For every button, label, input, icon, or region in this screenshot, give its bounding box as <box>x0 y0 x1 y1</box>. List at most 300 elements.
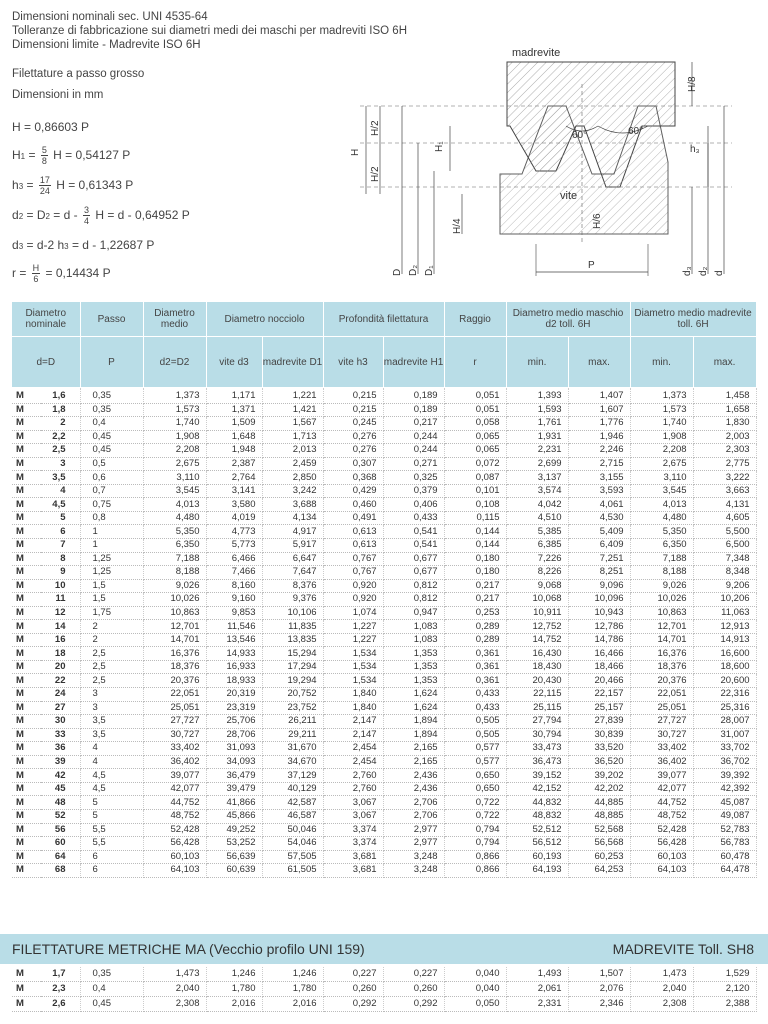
table-cell: 34,093 <box>206 755 262 769</box>
table-row <box>12 593 756 607</box>
table-cell: 11,835 <box>262 620 323 634</box>
formula-d2-a: d <box>12 208 19 222</box>
table-cell: 64,478 <box>693 864 756 878</box>
table-cell: 1,607 <box>568 403 630 417</box>
table-cell: 2,775 <box>693 457 756 471</box>
table-cell: 0,45 <box>80 997 143 1012</box>
table-cell: 56,639 <box>206 850 262 864</box>
table-cell: 0,108 <box>444 498 506 512</box>
table-cell: 10,096 <box>568 593 630 607</box>
table-cell: 0,45 <box>80 430 143 444</box>
table-cell: 2 <box>80 633 143 647</box>
table-cell: 0,45 <box>80 444 143 458</box>
table-cell: 0,289 <box>444 620 506 634</box>
table-cell: 2,040 <box>630 982 693 997</box>
table-row <box>12 809 756 823</box>
table-cell: 2,436 <box>383 769 444 783</box>
diagram-label-madrevite: madrevite <box>512 47 561 59</box>
table-cell: 14,701 <box>143 633 206 647</box>
table-cell: 39 <box>41 755 80 769</box>
table-cell: 2,387 <box>206 457 262 471</box>
table-cell: 22,316 <box>693 688 756 702</box>
table-cell: M <box>12 606 41 620</box>
table-cell: 1,373 <box>630 388 693 404</box>
table-cell: 50,046 <box>262 823 323 837</box>
table-cell: 1,5 <box>80 593 143 607</box>
table-cell: 2,760 <box>323 769 383 783</box>
table-cell: 42,152 <box>506 782 568 796</box>
table-cell: 15,294 <box>262 647 323 661</box>
table-cell: 3,593 <box>568 484 630 498</box>
table-cell: 1,25 <box>80 552 143 566</box>
table-cell: 3,248 <box>383 850 444 864</box>
formula-h: H = 0,86603 P <box>12 120 90 134</box>
table-cell: 4,5 <box>80 782 143 796</box>
table-cell: 0,227 <box>383 967 444 982</box>
col-dd: d=D <box>12 337 80 388</box>
table-cell: 0,920 <box>323 593 383 607</box>
table-cell: 0,217 <box>444 579 506 593</box>
formula-h1: H1 = $\frac{5}{8}$ H = 0,54127 P <box>12 145 131 167</box>
table-cell: 60 <box>41 837 80 851</box>
table-cell: 2,061 <box>506 982 568 997</box>
table-cell: M <box>12 728 41 742</box>
frac-num: 3 <box>83 205 89 216</box>
table-cell: 57,505 <box>262 850 323 864</box>
table-cell: 52,428 <box>143 823 206 837</box>
table-cell: 31,093 <box>206 742 262 756</box>
formula-h3-rhs: H = 0,61343 P <box>56 178 134 192</box>
table-cell: 1,373 <box>143 388 206 404</box>
table-cell: 1,830 <box>693 417 756 431</box>
table-cell: 0,35 <box>80 403 143 417</box>
table-cell: 30,727 <box>630 728 693 742</box>
table-cell: 4,042 <box>506 498 568 512</box>
table-cell: 1,6 <box>41 388 80 404</box>
table-cell: 0,144 <box>444 525 506 539</box>
table-cell: 4 <box>41 484 80 498</box>
table-cell: 56,428 <box>630 837 693 851</box>
table-cell: 64,193 <box>506 864 568 878</box>
table-cell: 52,783 <box>693 823 756 837</box>
table-cell: 25,316 <box>693 701 756 715</box>
col-group-diametro-nominale: Diametro nominale <box>12 302 80 337</box>
table-cell: 10 <box>41 579 80 593</box>
col-group-diametro-medio: Diametro medio <box>143 302 206 337</box>
table-cell: 0,577 <box>444 742 506 756</box>
table-cell: 1,624 <box>383 688 444 702</box>
table-cell: 14 <box>41 620 80 634</box>
table-cell: 2,454 <box>323 742 383 756</box>
diagram-label-h4: H/4 <box>452 218 463 234</box>
col-madrevite-d1: madrevite D1 <box>262 337 323 388</box>
table-cell: 27,794 <box>506 715 568 729</box>
table-cell: 2,040 <box>143 982 206 997</box>
table-cell: 0,613 <box>323 539 383 553</box>
table-cell: 34,670 <box>262 755 323 769</box>
table-cell: M <box>12 850 41 864</box>
table-row <box>12 997 756 1012</box>
table-cell: 25,115 <box>506 701 568 715</box>
table-cell: 12 <box>41 606 80 620</box>
formula-h1-rhs: H = 0,54127 P <box>53 148 131 162</box>
table-cell: 7,188 <box>630 552 693 566</box>
formula-d3-s2: 3 <box>64 242 69 251</box>
table-cell: 9,068 <box>506 579 568 593</box>
table-cell: M <box>12 511 41 525</box>
formula-d2-s1: 2 <box>18 212 24 221</box>
table-cell: 0,260 <box>323 982 383 997</box>
table-cell: 18,430 <box>506 660 568 674</box>
table-cell: 60,253 <box>568 850 630 864</box>
table-row <box>12 850 756 864</box>
table-cell: 0,75 <box>80 498 143 512</box>
header-line-1: Dimensioni nominali sec. UNI 4535-64 <box>12 11 208 23</box>
table-row <box>12 742 756 756</box>
table-cell: 8,348 <box>693 566 756 580</box>
table-cell: 0,650 <box>444 769 506 783</box>
table-cell: 18 <box>41 647 80 661</box>
table-cell: 33,473 <box>506 742 568 756</box>
table-cell: 0,767 <box>323 552 383 566</box>
table-cell: 0,812 <box>383 593 444 607</box>
table-cell: M <box>12 430 41 444</box>
table-cell: 0,307 <box>323 457 383 471</box>
table-cell: 30,794 <box>506 728 568 742</box>
table-cell: 2 <box>80 620 143 634</box>
table-cell: 3,681 <box>323 864 383 878</box>
table-cell: 4 <box>80 742 143 756</box>
table-cell: 31,670 <box>262 742 323 756</box>
table-cell: 2,764 <box>206 471 262 485</box>
table-cell: 33 <box>41 728 80 742</box>
formula-d3-a: d <box>12 238 19 252</box>
table-cell: 1,534 <box>323 674 383 688</box>
table-cell: 12,701 <box>630 620 693 634</box>
table-cell: 39,077 <box>143 769 206 783</box>
table-row <box>12 967 756 982</box>
table-cell: 1,780 <box>262 982 323 997</box>
table-cell: 4,773 <box>206 525 262 539</box>
table-cell: 7,188 <box>143 552 206 566</box>
table-cell: 33,402 <box>630 742 693 756</box>
table-cell: 1,074 <box>323 606 383 620</box>
table-row <box>12 444 756 458</box>
table-cell: 2,016 <box>206 997 262 1012</box>
table-cell: 16,430 <box>506 647 568 661</box>
table-cell: 0,6 <box>80 471 143 485</box>
table-cell: 7,226 <box>506 552 568 566</box>
table-cell: 3,248 <box>383 864 444 878</box>
diagram-label-angle2: 60° <box>628 126 644 137</box>
table-cell: 9,026 <box>143 579 206 593</box>
table-cell: 22,051 <box>630 688 693 702</box>
formula-d2-b: = D <box>23 208 46 222</box>
table-cell: 1,25 <box>80 566 143 580</box>
table-cell: 26,211 <box>262 715 323 729</box>
table-row <box>12 539 756 553</box>
table-cell: 2,675 <box>630 457 693 471</box>
table-cell: 44,752 <box>143 796 206 810</box>
table-row <box>12 552 756 566</box>
table-cell: 0,5 <box>80 457 143 471</box>
table-cell: 4,019 <box>206 511 262 525</box>
ma-table-body <box>12 967 756 1012</box>
table-cell: M <box>12 539 41 553</box>
table-cell: 1,227 <box>323 633 383 647</box>
table-cell: 1,507 <box>568 967 630 982</box>
table-cell: 0,433 <box>444 688 506 702</box>
table-row <box>12 660 756 674</box>
table-cell: 60,103 <box>143 850 206 864</box>
table-cell: 1,421 <box>262 403 323 417</box>
table-cell: 2,5 <box>41 444 80 458</box>
ma-thread-table <box>12 967 757 1012</box>
table-cell: 49,087 <box>693 809 756 823</box>
table-cell: 18,376 <box>143 660 206 674</box>
formula-h1-fraction <box>41 145 48 166</box>
table-cell: 0,577 <box>444 755 506 769</box>
table-cell: 0,040 <box>444 982 506 997</box>
table-cell: 48,832 <box>506 809 568 823</box>
table-cell: 16 <box>41 633 80 647</box>
table-cell: 14,933 <box>206 647 262 661</box>
table-cell: 0,065 <box>444 444 506 458</box>
header-line-2: Tolleranze di fabbricazione sui diametri medi dei maschi per madreviti ISO 6H <box>12 25 408 37</box>
table-cell: 1,776 <box>568 417 630 431</box>
table-cell: 0,429 <box>323 484 383 498</box>
table-cell: 56,512 <box>506 837 568 851</box>
table-cell: 0,180 <box>444 566 506 580</box>
table-cell: 7,466 <box>206 566 262 580</box>
table-cell: 42,202 <box>568 782 630 796</box>
table-cell: 5,385 <box>506 525 568 539</box>
table-cell: M <box>12 796 41 810</box>
table-cell: 37,129 <box>262 769 323 783</box>
table-cell: 3,580 <box>206 498 262 512</box>
table-cell: 4,480 <box>630 511 693 525</box>
table-cell: 1,458 <box>693 388 756 404</box>
table-cell: M <box>12 660 41 674</box>
col-d2: d2=D2 <box>143 337 206 388</box>
table-cell: 56,783 <box>693 837 756 851</box>
table-cell: 20,376 <box>630 674 693 688</box>
table-cell: 0,260 <box>383 982 444 997</box>
table-cell: 0,379 <box>383 484 444 498</box>
table-cell: 3 <box>80 701 143 715</box>
table-cell: 18,933 <box>206 674 262 688</box>
table-cell: 0,292 <box>323 997 383 1012</box>
formula-d2-rhs: H = d - 0,64952 P <box>95 208 190 222</box>
table-cell: 10,026 <box>630 593 693 607</box>
table-cell: 0,505 <box>444 728 506 742</box>
table-cell: 1,473 <box>143 967 206 982</box>
table-cell: 2,5 <box>80 674 143 688</box>
thread-dimensions-table <box>12 302 757 878</box>
table-cell: M <box>12 982 41 997</box>
table-cell: 4,605 <box>693 511 756 525</box>
table-cell: M <box>12 701 41 715</box>
col-group-madrevite: Diametro medio madrevite toll. 6H <box>630 302 756 337</box>
table-cell: 16,600 <box>693 647 756 661</box>
table-cell: 9,160 <box>206 593 262 607</box>
table-cell: 20,376 <box>143 674 206 688</box>
table-cell: 44,832 <box>506 796 568 810</box>
table-cell: 8,226 <box>506 566 568 580</box>
table-cell: 0,4 <box>80 982 143 997</box>
table-cell: 2,5 <box>80 647 143 661</box>
table-cell: 48,885 <box>568 809 630 823</box>
table-cell: 18,600 <box>693 660 756 674</box>
table-cell: 25,051 <box>143 701 206 715</box>
table-cell: 6,385 <box>506 539 568 553</box>
table-row <box>12 417 756 431</box>
table-cell: 0,101 <box>444 484 506 498</box>
diagram-label-vite: vite <box>560 190 578 202</box>
table-cell: 40,129 <box>262 782 323 796</box>
diagram-label-d2: d₂ <box>698 266 709 276</box>
table-cell: 28,007 <box>693 715 756 729</box>
table-cell: 60,193 <box>506 850 568 864</box>
frac-num: 5 <box>41 145 47 156</box>
table-cell: 0,215 <box>323 403 383 417</box>
table-cell: 1,894 <box>383 728 444 742</box>
table-cell: M <box>12 403 41 417</box>
frac-den: 24 <box>39 186 50 197</box>
table-cell: M <box>12 444 41 458</box>
table-cell: 52,512 <box>506 823 568 837</box>
table-cell: 0,794 <box>444 837 506 851</box>
table-cell: 2,147 <box>323 728 383 742</box>
header-line-3: Dimensioni limite - Madrevite ISO 6H <box>12 39 201 51</box>
table-cell: 6 <box>80 850 143 864</box>
formula-h3-lhs: h <box>12 178 19 192</box>
table-cell: 3,374 <box>323 837 383 851</box>
table-cell: 3,137 <box>506 471 568 485</box>
table-cell: 9,096 <box>568 579 630 593</box>
table-cell: 7 <box>41 539 80 553</box>
table-cell: 10,863 <box>630 606 693 620</box>
table-cell: 16,466 <box>568 647 630 661</box>
table-cell: 16,376 <box>630 647 693 661</box>
table-cell: 1,624 <box>383 701 444 715</box>
table-cell: 64,253 <box>568 864 630 878</box>
col-group-diametro-nocciolo: Diametro nocciolo <box>206 302 323 337</box>
col-maschio-min: min. <box>506 337 568 388</box>
table-cell: M <box>12 457 41 471</box>
diagram-label-h1: H₁ <box>434 141 445 152</box>
table-cell: 0,541 <box>383 525 444 539</box>
table-cell: 39,392 <box>693 769 756 783</box>
table-cell: M <box>12 498 41 512</box>
table-cell: 4,061 <box>568 498 630 512</box>
table-cell: 3,545 <box>630 484 693 498</box>
table-cell: M <box>12 864 41 878</box>
table-cell: 0,505 <box>444 715 506 729</box>
table-cell: 4,013 <box>143 498 206 512</box>
table-cell: 1,7 <box>41 967 80 982</box>
table-cell: 5,350 <box>143 525 206 539</box>
ma-section-title: FILETTATURE METRICHE MA (Vecchio profilo UNI 159) <box>12 941 365 957</box>
table-cell: 1,567 <box>262 417 323 431</box>
table-cell: 4 <box>80 755 143 769</box>
subtitle-passo-grosso: Filettature a passo grosso <box>12 68 145 80</box>
table-cell: 1 <box>80 525 143 539</box>
table-cell: 8,160 <box>206 579 262 593</box>
table-cell: 1,713 <box>262 430 323 444</box>
table-cell: 2 <box>41 417 80 431</box>
table-cell: 1,840 <box>323 701 383 715</box>
diagram-label-h2a: H/2 <box>370 120 381 136</box>
diagram-label-D1: D₁ <box>424 265 435 276</box>
table-cell: 2,208 <box>630 444 693 458</box>
table-cell: 49,252 <box>206 823 262 837</box>
table-cell: 5,773 <box>206 539 262 553</box>
table-cell: 2,303 <box>693 444 756 458</box>
table-cell: 3,5 <box>80 715 143 729</box>
table-cell: 1,171 <box>206 388 262 404</box>
table-cell: 10,911 <box>506 606 568 620</box>
table-cell: 8,188 <box>143 566 206 580</box>
table-cell: 36,402 <box>143 755 206 769</box>
table-row <box>12 484 756 498</box>
table-cell: 0,541 <box>383 539 444 553</box>
table-cell: 3 <box>80 688 143 702</box>
table-cell: 1,534 <box>323 660 383 674</box>
table-cell: 60,103 <box>630 850 693 864</box>
table-cell: 28,706 <box>206 728 262 742</box>
table-cell: 0,180 <box>444 552 506 566</box>
table-cell: 17,294 <box>262 660 323 674</box>
table-cell: M <box>12 809 41 823</box>
table-cell: 1,931 <box>506 430 568 444</box>
table-cell: 7,647 <box>262 566 323 580</box>
table-cell: 30,839 <box>568 728 630 742</box>
table-cell: M <box>12 566 41 580</box>
table-cell: 3,155 <box>568 471 630 485</box>
formula-d3-c: = d - 1,22687 P <box>68 238 155 252</box>
table-cell: 12,701 <box>143 620 206 634</box>
table-cell: 0,35 <box>80 388 143 404</box>
table-cell: 3,242 <box>262 484 323 498</box>
table-cell: 45,866 <box>206 809 262 823</box>
table-cell: 19,294 <box>262 674 323 688</box>
table-cell: 25,706 <box>206 715 262 729</box>
table-cell: 3,141 <box>206 484 262 498</box>
table-cell: 3,663 <box>693 484 756 498</box>
col-madrevite-max: max. <box>693 337 756 388</box>
table-cell: 0,794 <box>444 823 506 837</box>
formula-h3-sub: 3 <box>18 182 24 191</box>
table-cell: 8,188 <box>630 566 693 580</box>
table-cell: 27,839 <box>568 715 630 729</box>
table-cell: 41,866 <box>206 796 262 810</box>
table-cell: 0,227 <box>323 967 383 982</box>
table-cell: 0,7 <box>80 484 143 498</box>
table-cell: 0,040 <box>444 967 506 982</box>
table-cell: 3 <box>41 457 80 471</box>
table-cell: 39,479 <box>206 782 262 796</box>
formula-h3-fraction <box>39 175 51 196</box>
table-cell: 20,752 <box>262 688 323 702</box>
table-cell: 1,221 <box>262 388 323 404</box>
table-cell: 42,392 <box>693 782 756 796</box>
col-vite-d3: vite d3 <box>206 337 262 388</box>
table-cell: 64,103 <box>630 864 693 878</box>
table-row <box>12 471 756 485</box>
table-row <box>12 796 756 810</box>
table-row <box>12 823 756 837</box>
